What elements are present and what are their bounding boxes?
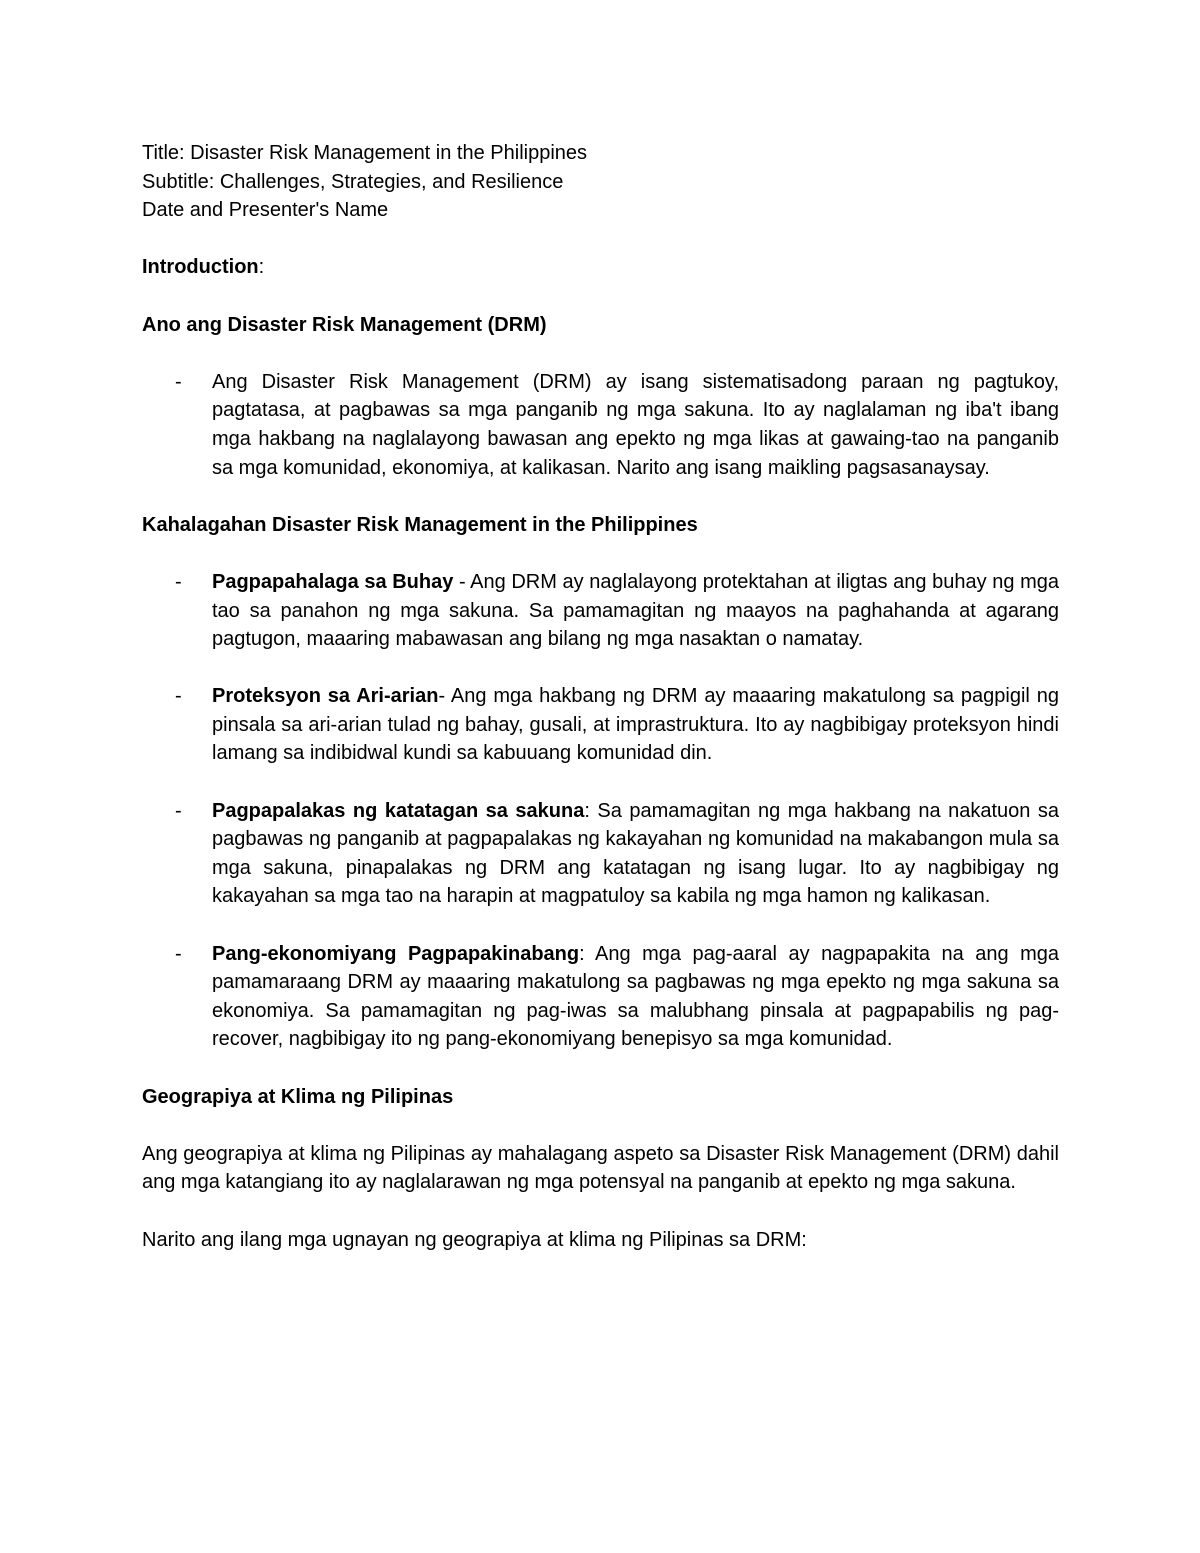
bullet-body (212, 682, 1059, 768)
spacer (142, 339, 1059, 368)
list-item (142, 368, 1059, 482)
spacer (142, 1111, 1059, 1140)
bullet-text: - Ang DRM ay naglalayong protektahan at iligtas ang buhay ng mga tao sa panahon ng mga sakuna. Sa pamamagitan ng maayos na paghahanda at agarang pagtugon, maaaring mabawasan ang bilang ng mga nasaktan o namatay. (212, 570, 1059, 651)
list-item (142, 568, 1059, 654)
spacer (142, 1197, 1059, 1226)
bullet-term: Pagpapahalaga sa Buhay (212, 570, 454, 593)
document-body (142, 139, 1059, 1254)
spacer (142, 1054, 1059, 1083)
subtitle-line: Subtitle: Challenges, Strategies, and Resilience (142, 170, 564, 193)
bullet-dash: - (175, 370, 182, 393)
spacer (142, 539, 1059, 568)
bullet-body (212, 940, 1059, 1054)
bullet-text: : Ang mga pag-aaral ay nagpapakita na ang mga pamamaraang DRM ay maaaring makatulong sa pagbawas ng mga epekto ng mga sakuna sa ekonomiya. Sa pamamagitan ng pag-iwas sa malubhang pinsala at pagpapabilis ng pag-recover, nagbibigay ito ng pang-ekonomiyang benepisyo sa mga komunidad. (212, 942, 1059, 1051)
drm-section-heading: Ano ang Disaster Risk Management (DRM) (142, 313, 547, 336)
bullet-text: Ang Disaster Risk Management (DRM) ay isang sistematisadong paraan ng pagtukoy, pagtatasa, at pagbawas sa mga panganib ng mga sakuna. Ito ay naglalaman ng iba't ibang mga hakbang na naglalayong bawasan ang epekto ng mga likas at gawaing-tao na panganib sa mga komunidad, ekonomiya, at kalikasan. Narito ang isang maikling pagsasanaysay. (212, 370, 1059, 479)
list-item (142, 940, 1059, 1054)
bullet-dash: - (175, 942, 182, 965)
bullet-term: Pagpapalakas ng katatagan sa sakuna (212, 799, 585, 822)
bullet-dash: - (175, 570, 182, 593)
bullet-term: Proteksyon sa Ari-arian (212, 685, 439, 708)
importance-list (142, 797, 1059, 911)
bullet-text: - Ang mga hakbang ng DRM ay maaaring makatulong sa pagpigil ng pinsala sa ari-arian tulad ng bahay, gusali, at imprastruktura. Ito ay nagbibigay proteksyon hindi lamang sa indibidwal kundi sa kabuuang komunidad din. (212, 685, 1059, 765)
drm-definition-list (142, 368, 1059, 482)
date-presenter-line: Date and Presenter's Name (142, 199, 389, 222)
bullet-text: : Sa pamamagitan ng mga hakbang na nakatuon sa pagbawas ng panganib at pagpapalakas ng kakayahan ng komunidad na makabangon mula sa mga sakuna, pinapalakas ng DRM ang katatagan ng isang lugar. Ito ay nagbibigay ng kakayahan sa mga tao na harapin at magpatuloy sa kabila ng mga hamon ng kalikasan. (212, 799, 1060, 908)
spacer (142, 654, 1059, 683)
introduction-label: Introduction (142, 256, 259, 279)
geography-section-heading: Geograpiya at Klima ng Pilipinas (142, 1085, 454, 1108)
spacer (142, 911, 1059, 940)
geography-paragraph: Ang geograpiya at klima ng Pilipinas ay mahalagang aspeto sa Disaster Risk Management (DRM) dahil ang mga katangiang ito ay naglalarawan ng mga potensyal na panganib at epekto ng mga sakuna. (142, 1142, 1059, 1194)
importance-section-heading: Kahalagahan Disaster Risk Management in the Philippines (142, 513, 698, 536)
introduction-heading (142, 253, 1059, 282)
bullet-term: Pang-ekonomiyang Pagpapakinabang (212, 942, 580, 965)
bullet-body (212, 797, 1059, 911)
importance-list (142, 568, 1059, 654)
spacer (142, 225, 1059, 254)
importance-list (142, 940, 1059, 1054)
bullet-dash: - (175, 685, 182, 708)
bullet-body (212, 568, 1059, 654)
spacer (142, 282, 1059, 311)
bullet-dash: - (175, 799, 182, 822)
list-item (142, 797, 1059, 911)
introduction-colon: : (258, 256, 265, 279)
spacer (142, 482, 1059, 511)
spacer (142, 768, 1059, 797)
importance-list (142, 682, 1059, 768)
list-item (142, 682, 1059, 768)
geography-intro-paragraph: Narito ang ilang mga ugnayan ng geograpiya at klima ng Pilipinas sa DRM: (142, 1228, 807, 1251)
title-line: Title: Disaster Risk Management in the Philippines (142, 142, 588, 164)
